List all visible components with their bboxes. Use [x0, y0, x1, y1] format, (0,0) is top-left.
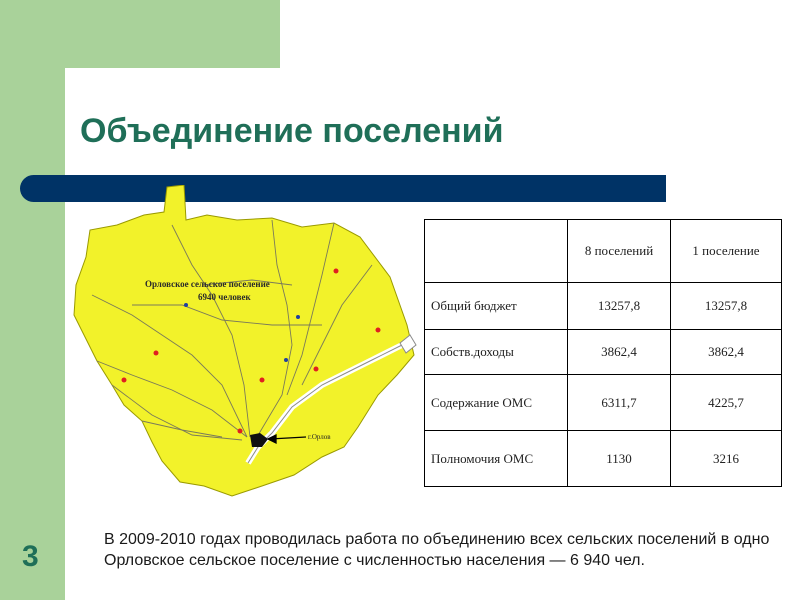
- region-label-line2: 6940 человек: [198, 292, 251, 302]
- table-row: [425, 330, 782, 375]
- table-header-cell: [425, 220, 568, 283]
- row-label: Собств.доходы: [425, 330, 568, 375]
- row-label: Полномочия ОМС: [425, 431, 568, 487]
- region-shape: [74, 185, 414, 496]
- value-8-settlements: 6311,7: [568, 375, 671, 431]
- table-header-cell: 1 поселение: [671, 220, 782, 283]
- body-paragraph: В 2009-2010 годах проводилась работа по объединению всех сельских поселений в одно Орловское сельское поселение с численностью населения — 6 940 чел.: [104, 531, 770, 569]
- table-header-cell: 8 поселений: [568, 220, 671, 283]
- table-row: [425, 431, 782, 487]
- table-row: [425, 375, 782, 431]
- decor-green-top: [0, 0, 280, 68]
- value-8-settlements: 13257,8: [568, 283, 671, 330]
- region-label-line1: Орловское сельское поселение: [145, 279, 270, 289]
- comparison-table: [424, 219, 782, 487]
- row-label: Общий бюджет: [425, 283, 568, 330]
- slide-number: 3: [22, 540, 39, 573]
- region-map: [72, 185, 422, 500]
- decor-green-side: [0, 0, 65, 600]
- value-1-settlement: 13257,8: [671, 283, 782, 330]
- table-row: [425, 283, 782, 330]
- town-label: г.Орлов: [308, 433, 331, 441]
- value-8-settlements: 3862,4: [568, 330, 671, 375]
- value-1-settlement: 3216: [671, 431, 782, 487]
- row-label: Содержание ОМС: [425, 375, 568, 431]
- value-1-settlement: 3862,4: [671, 330, 782, 375]
- value-1-settlement: 4225,7: [671, 375, 782, 431]
- value-8-settlements: 1130: [568, 431, 671, 487]
- slide-title: Объединение поселений: [80, 112, 504, 150]
- table-header-row: [425, 220, 782, 283]
